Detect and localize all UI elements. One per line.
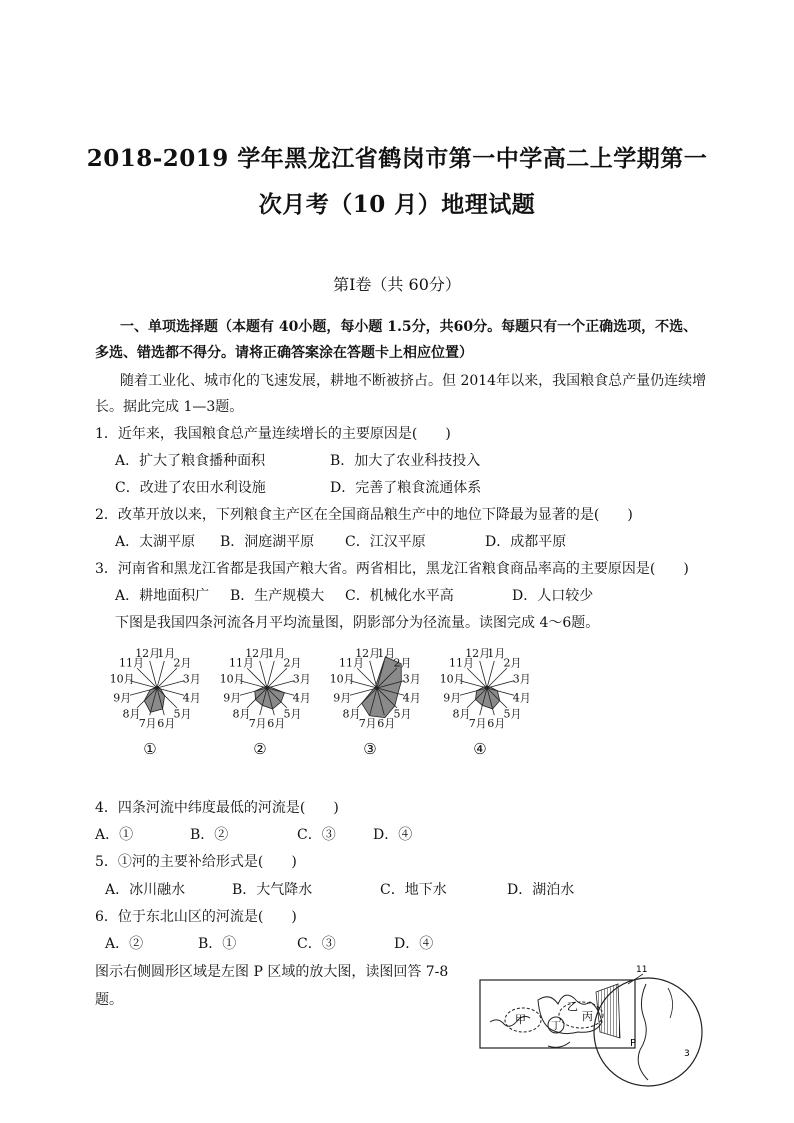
month-label: 9月 [333, 691, 352, 705]
question-6-stem: 6．位于东北山区的河流是( ) [95, 909, 297, 925]
month-label: 8月 [232, 707, 251, 721]
month-label: 10月 [109, 672, 135, 686]
map-label-ding: 丁 [551, 1021, 561, 1032]
figure-number-label: ③ [363, 740, 377, 758]
month-label: 4月 [182, 691, 201, 705]
region-map-figure [478, 962, 708, 1087]
month-label: 1月 [487, 647, 506, 661]
month-label: 10月 [219, 672, 245, 686]
river-figure-svg [95, 640, 205, 735]
question-3-option-b: B．生产规模大 [230, 588, 325, 604]
month-label: 8月 [342, 707, 361, 721]
map-label-3: 3 [684, 1049, 690, 1059]
question-3-option-c: C．机械化水平高 [345, 588, 454, 604]
question-1-stem: 1．近年来，我国粮食总产量连续增长的主要原因是( ) [95, 426, 451, 442]
month-label: 2月 [503, 656, 522, 670]
month-label: 1月 [267, 647, 286, 661]
month-label: 5月 [283, 707, 302, 721]
river-flow-figures [95, 640, 535, 770]
passage3-line2: 题。 [95, 992, 123, 1008]
river-figure-svg [205, 640, 315, 735]
region-map-svg [478, 962, 708, 1087]
coastline-magnified [638, 984, 648, 1080]
month-label: 5月 [173, 707, 192, 721]
month-label: 8月 [452, 707, 471, 721]
month-label: 9月 [113, 691, 132, 705]
contour-magnified [668, 988, 673, 1018]
map-label-p: P [630, 1038, 637, 1049]
passage2: 下图是我国四条河流各月平均流量图，阴影部分为径流量。读图完成 4～6题。 [115, 615, 600, 631]
question-5-option-d: D．湖泊水 [507, 882, 575, 898]
month-label: 4月 [512, 691, 531, 705]
month-label: 1月 [157, 647, 176, 661]
river-line-bottom [548, 1042, 570, 1047]
question-5-option-a: A．冰川融水 [105, 882, 186, 898]
instruction-line2: 多选、错选都不得分。请将正确答案涂在答题卡上相应位置） [95, 345, 473, 361]
question-5-option-c: C．地下水 [380, 882, 447, 898]
question-5-option-b: B．大气降水 [232, 882, 313, 898]
map-label-jia: 甲 [515, 1013, 526, 1026]
instruction-line1: 一、单项选择题（本题有 40小题，每小题 1.5分，共60分。每题只有一个正确选项，不选、 [120, 319, 698, 335]
question-4-option-a: A．① [95, 827, 134, 843]
month-label: 6月 [267, 716, 286, 730]
month-label: 12月 [135, 647, 161, 661]
question-1-option-c: C．改进了农田水利设施 [115, 480, 266, 496]
map-label-yi: 乙 [567, 1000, 578, 1013]
hatched-area [596, 984, 620, 1038]
month-label: 12月 [355, 647, 381, 661]
month-label: 10月 [439, 672, 465, 686]
question-3-stem: 3．河南省和黑龙江省都是我国产粮大省。两省相比，黑龙江省粮食商品率高的主要原因是( ) [95, 561, 689, 577]
river-figure-1 [95, 640, 205, 765]
figure-number-label: ② [253, 740, 267, 758]
question-2-option-a: A．太湖平原 [115, 534, 196, 550]
month-label: 4月 [402, 691, 421, 705]
map-label-bing: 丙 [582, 1010, 593, 1023]
month-label: 7月 [138, 716, 157, 730]
figure-number-label: ④ [473, 740, 487, 758]
river-figure-2 [205, 640, 315, 765]
month-label: 6月 [377, 716, 396, 730]
month-label: 7月 [248, 716, 267, 730]
month-label: 9月 [223, 691, 242, 705]
month-label: 7月 [358, 716, 377, 730]
map-label-11: 11 [636, 965, 648, 975]
month-label: 8月 [122, 707, 141, 721]
question-1-option-d: D．完善了粮食流通体系 [330, 480, 482, 496]
month-label: 4月 [292, 691, 311, 705]
month-label: 9月 [443, 691, 462, 705]
question-4-option-b: B．② [190, 827, 229, 843]
month-label: 5月 [503, 707, 522, 721]
passage1-line1: 随着工业化、城市化的飞速发展，耕地不断被挤占。但 2014年以来，我国粮食总产量仍连续增 [120, 373, 707, 389]
question-6-option-a: A．② [105, 936, 144, 952]
page-title-line1: 2018-2019 学年黑龙江省鹤岗市第一中学高二上学期第一 [86, 145, 708, 172]
month-label: 10月 [329, 672, 355, 686]
question-3-option-d: D．人口较少 [512, 588, 594, 604]
month-label: 11月 [119, 656, 144, 670]
month-label: 11月 [339, 656, 364, 670]
figure-number-label: ① [143, 740, 157, 758]
question-3-option-a: A．耕地面积广 [115, 588, 210, 604]
question-2-option-c: C．江汉平原 [345, 534, 426, 550]
question-5-stem: 5．①河的主要补给形式是( ) [95, 854, 297, 870]
section-heading: 第Ⅰ卷（共 60分） [333, 275, 461, 294]
month-label: 3月 [292, 672, 311, 686]
question-2-option-b: B．洞庭湖平原 [220, 534, 315, 550]
question-4-option-d: D．④ [373, 827, 413, 843]
month-label: 2月 [173, 656, 192, 670]
page-title-line2: 次月考（10 月）地理试题 [258, 191, 536, 218]
question-2-option-d: D．成都平原 [485, 534, 567, 550]
month-label: 2月 [393, 656, 412, 670]
question-4-stem: 4．四条河流中纬度最低的河流是( ) [95, 800, 339, 816]
question-1-option-b: B．加大了农业科技投入 [330, 453, 481, 469]
passage3-line1: 图示右侧圆形区域是左图 P 区域的放大图，读图回答 7-8 [95, 964, 449, 980]
month-label: 11月 [449, 656, 474, 670]
river-figure-4 [425, 640, 535, 765]
month-label: 6月 [157, 716, 176, 730]
month-label: 3月 [402, 672, 421, 686]
question-4-option-c: C．③ [297, 827, 336, 843]
river-figure-svg [315, 640, 425, 735]
month-label: 3月 [512, 672, 531, 686]
month-label: 6月 [487, 716, 506, 730]
month-label: 3月 [182, 672, 201, 686]
month-label: 12月 [465, 647, 491, 661]
month-label: 5月 [393, 707, 412, 721]
question-6-option-b: B．① [198, 936, 237, 952]
month-label: 11月 [229, 656, 254, 670]
river-figure-svg [425, 640, 535, 735]
question-6-option-d: D．④ [394, 936, 434, 952]
question-1-option-a: A．扩大了粮食播种面积 [115, 453, 266, 469]
month-label: 12月 [245, 647, 271, 661]
question-2-stem: 2．改革开放以来，下列粮食主产区在全国商品粮生产中的地位下降最为显著的是( ) [95, 507, 633, 523]
month-label: 1月 [377, 647, 396, 661]
question-6-option-c: C．③ [297, 936, 336, 952]
river-figure-3 [315, 640, 425, 765]
month-label: 2月 [283, 656, 302, 670]
month-label: 7月 [468, 716, 487, 730]
passage1-line2: 长。据此完成 1—3题。 [95, 399, 244, 415]
